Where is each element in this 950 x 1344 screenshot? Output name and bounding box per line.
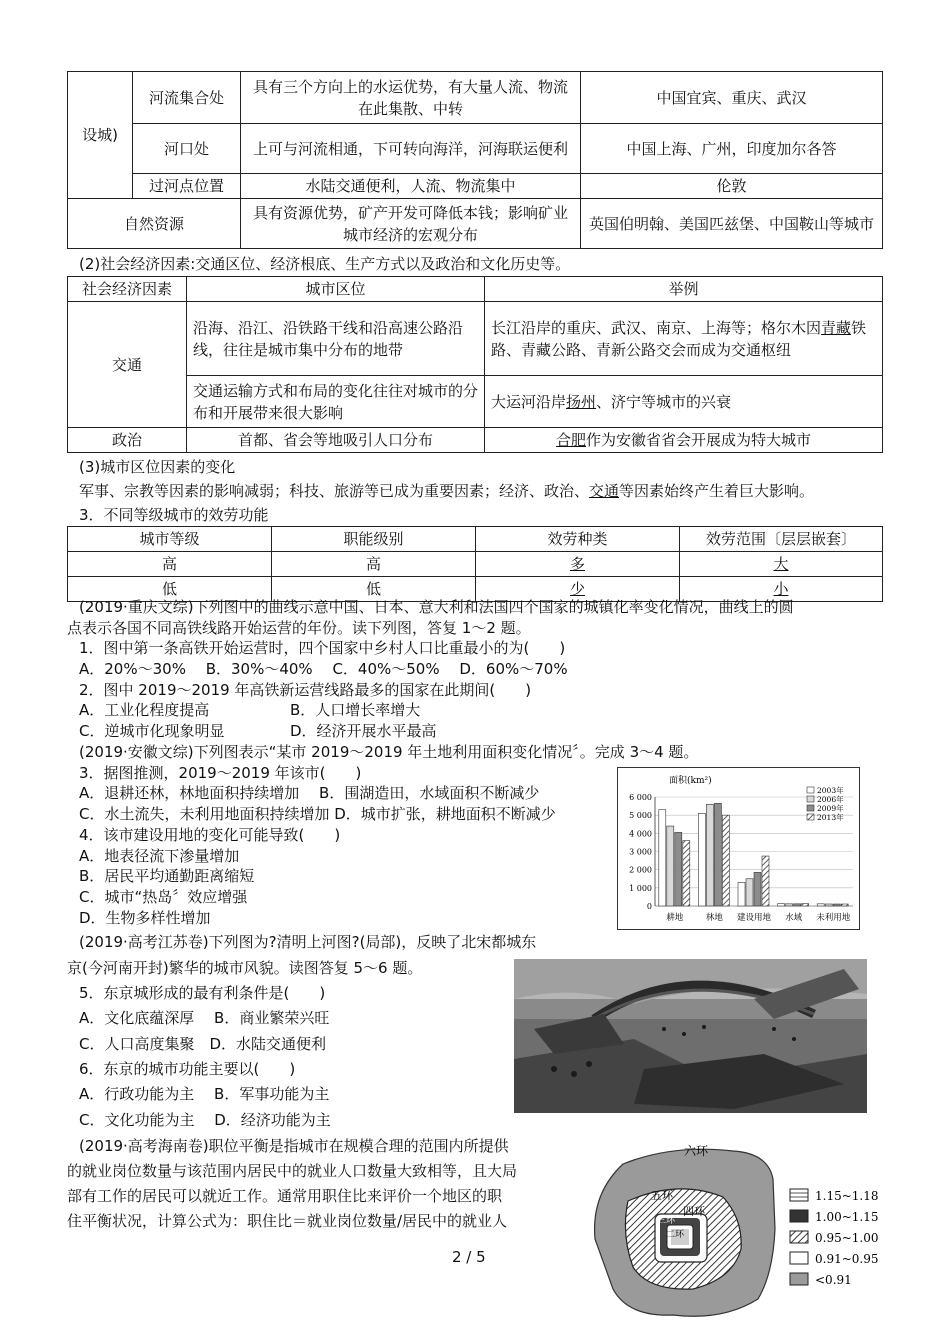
- chart-bar: [825, 904, 832, 906]
- chart-ytick-label: 0: [646, 902, 652, 911]
- table3-cell: 大: [680, 552, 883, 577]
- chart-ytick-label: 6 000: [629, 793, 652, 802]
- chart-ytick-label: 5 000: [629, 811, 652, 821]
- map-label-second-ring: 二环: [666, 1230, 685, 1240]
- question-5: 5．东京城形成的最有利条件是( ): [79, 984, 326, 1002]
- chart-ytick-label: 2 000: [629, 865, 652, 875]
- chart-ytick-label: 1 000: [629, 883, 652, 893]
- table1-category: 设城): [68, 72, 133, 199]
- chart-bar: [667, 826, 674, 906]
- question-2: 2．图中 2019～2019 年高铁新运营线路最多的国家在此期间( ): [79, 681, 532, 699]
- chart-bar: [698, 813, 705, 906]
- table2-politics-label: 政治: [68, 428, 187, 453]
- chart-ytick-label: 3 000: [629, 847, 652, 857]
- chart-bar: [754, 872, 761, 906]
- question-1: 1．图中第一条高铁开始运营时，四个国家中乡村人口比重最小的为( ): [79, 639, 566, 657]
- question-intro-1b: 点表示各国不同高铁线路开始运营的年份。读下列图，答复 1～2 题。: [67, 619, 531, 637]
- question-6: 6．东京的城市功能主要以( ): [79, 1060, 296, 1078]
- chart-ylabel: 面积(km²): [669, 776, 712, 786]
- question-intro-4b: 的就业岗位数量与该范围内居民中的就业人口数量大致相等，且大局: [67, 1162, 518, 1180]
- table3-cell: 低: [68, 577, 272, 602]
- chart-legend-label: 2003年: [817, 786, 844, 795]
- table1-desc: 具有资源优势，矿产开发可降低本钱；影响矿业城市经济的宏观分布: [241, 199, 581, 249]
- chart-bar: [778, 904, 785, 906]
- legend-swatch: [790, 1273, 808, 1285]
- table3-cell: 高: [68, 552, 272, 577]
- question-2-option: B．人口增长率增大: [290, 701, 421, 719]
- table1-desc: 水陆交通便利，人流、物流集中: [241, 174, 581, 199]
- question-intro-1: (2019·重庆文综)下列图中的曲线示意中国、日本、意大利和法国四个国家的城镇化率变化情况，曲线上的圆: [79, 598, 794, 616]
- question-intro-3b: 京(今河南开封)繁华的城市风貌。读图答复 5～6 题。: [67, 959, 423, 977]
- chart-legend-swatch: [807, 796, 814, 802]
- legend-swatch: [790, 1189, 808, 1201]
- table1-example: 中国上海、广州，印度加尔各答: [581, 124, 883, 174]
- table1-factor: 河口处: [133, 124, 241, 174]
- chart-bar: [833, 904, 840, 906]
- question-intro-4c: 部有工作的居民可以就近工作。通常用职住比来评价一个地区的职: [67, 1187, 503, 1205]
- legend-swatch: [790, 1231, 808, 1243]
- question-4-option: D．生物多样性增加: [79, 909, 211, 927]
- question-2-option: A．工业化程度提高: [79, 701, 210, 719]
- chart-bar: [762, 856, 769, 906]
- chart-category-label: 林地: [705, 913, 723, 923]
- map-legend: [790, 1189, 879, 1287]
- location-factors-table: [67, 71, 883, 249]
- city-level-table: [67, 526, 883, 602]
- chart-legend-label: 2009年: [817, 804, 844, 813]
- table3-header: 职能级别: [272, 527, 476, 552]
- question-4-option: B．居民平均通勤距离缩短: [79, 867, 255, 885]
- chart-legend-swatch: [807, 805, 814, 811]
- chart-legend-swatch: [807, 787, 814, 793]
- chart-bar: [786, 904, 793, 906]
- qingming-painting-image: [514, 959, 867, 1113]
- question-intro-2: (2019·安徽文综)下列图表示“某市 2019～2019 年土地利用面积变化情况〞。完成 3～4 题。: [79, 743, 699, 761]
- question-4-option: A．地表径流下渗量增加: [79, 847, 240, 865]
- question-3-options: C．水土流失，未利用地面积持续增加 D．城市扩张，耕地面积不断减少: [79, 805, 556, 823]
- chart-legend-swatch: [807, 814, 814, 820]
- table2-header: 社会经济因素: [68, 277, 187, 302]
- question-2-option: D．经济开展水平最高: [290, 722, 437, 740]
- legend-label: 1.00~1.15: [815, 1210, 879, 1224]
- table3-header: 城市等级: [68, 527, 272, 552]
- table3-cell: 多: [476, 552, 680, 577]
- table2-example: 长江沿岸的重庆、武汉、南京、上海等；格尔木因青藏铁路、青藏公路、青新公路交会而成为交通枢纽: [485, 302, 883, 376]
- chart-category-label: 未利用地: [816, 913, 851, 923]
- question-2-option: C．逆城市化现象明显: [79, 722, 225, 740]
- chart-legend-label: 2013年: [817, 813, 844, 822]
- table2-location: 沿海、沿江、沿铁路干线和沿高速公路沿线，往往是城市集中分布的地带: [187, 302, 485, 376]
- question-6-options: A．行政功能为主 B．军事功能为主: [79, 1085, 330, 1103]
- chart-legend-label: 2006年: [817, 795, 844, 804]
- table2-politics-location: 首都、省会等地吸引人口分布: [187, 428, 485, 453]
- chart-bar: [706, 804, 713, 906]
- table1-example: 中国宜宾、重庆、武汉: [581, 72, 883, 124]
- chart-bar: [659, 810, 666, 906]
- chart-bar: [802, 904, 809, 906]
- beijing-ring-map: [583, 1139, 883, 1321]
- section3-title: (3)城市区位因素的变化: [79, 458, 236, 476]
- map-label-third-ring: 三环: [657, 1216, 676, 1226]
- legend-swatch: [790, 1252, 808, 1264]
- chart-category-label: 水域: [785, 913, 803, 923]
- chart-bar: [841, 904, 848, 906]
- section2-title: (2)社会经济因素:交通区位、经济根底、生产方式以及政治和文化历史等。: [79, 255, 571, 273]
- map-label-fifth-ring: 五环: [651, 1189, 673, 1202]
- table3-cell: 少: [476, 577, 680, 602]
- land-use-bar-chart: [617, 767, 860, 930]
- question-intro-3: (2019·高考江苏卷)下列图为?清明上河图?(局部)，反映了北宋都城东: [79, 933, 537, 951]
- table1-factor: 过河点位置: [133, 174, 241, 199]
- page-number: 2 / 5: [452, 1248, 486, 1266]
- chart-bar: [714, 803, 721, 906]
- table3-header: 效劳范围〔层层嵌套〕: [680, 527, 883, 552]
- table1-factor: 河流集合处: [133, 72, 241, 124]
- table2-transport-label: 交通: [68, 302, 187, 428]
- table1-example: 英国伯明翰、美国匹兹堡、中国鞍山等城市: [581, 199, 883, 249]
- chart-category-label: 建设用地: [736, 913, 772, 923]
- legend-swatch: [790, 1210, 808, 1222]
- question-6-options: C．文化功能为主 D．经济功能为主: [79, 1111, 331, 1129]
- question-4-option: C．城市“热岛〞效应增强: [79, 888, 248, 906]
- legend-label: 0.95~1.00: [815, 1231, 879, 1245]
- map-label-sixth-ring: 六环: [684, 1144, 709, 1158]
- table3-cell: 低: [272, 577, 476, 602]
- table2-header: 举例: [485, 277, 883, 302]
- chart-bar: [817, 904, 824, 906]
- legend-label: 1.15~1.18: [815, 1189, 879, 1203]
- table3-header: 效劳种类: [476, 527, 680, 552]
- table3-cell: 小: [680, 577, 883, 602]
- chart-ytick-label: 4 000: [629, 829, 652, 839]
- question-1-options: A．20%～30% B．30%～40% C．40%～50% D．60%～70%: [79, 660, 568, 678]
- question-3-options: A．退耕还林，林地面积持续增加 B．围湖造田，水域面积不断减少: [79, 784, 540, 802]
- socioeconomic-table: [67, 276, 883, 453]
- chart-bar: [738, 882, 745, 906]
- question-4: 4．该市建设用地的变化可能导致( ): [79, 826, 341, 844]
- chart-bar: [722, 815, 729, 906]
- map-label-fourth-ring: 四环: [683, 1205, 705, 1218]
- chart-bar: [794, 904, 801, 906]
- table2-example: 大运河沿岸扬州、济宁等城市的兴衰: [485, 376, 883, 428]
- table2-politics-example: 合肥作为安徽省省会开展成为特大城市: [485, 428, 883, 453]
- table1-desc: 上可与河流相通，下可转向海洋，河海联运便利: [241, 124, 581, 174]
- table3-cell: 高: [272, 552, 476, 577]
- question-5-options: C．人口高度集聚 D．水陆交通便利: [79, 1035, 327, 1053]
- table2-header: 城市区位: [187, 277, 485, 302]
- chart-bar: [675, 832, 682, 906]
- legend-label: <0.91: [815, 1273, 852, 1287]
- table1-factor: 自然资源: [68, 199, 241, 249]
- section4-title: 3．不同等级城市的效劳功能: [79, 506, 269, 524]
- table2-location: 交通运输方式和布局的变化往往对城市的分布和开展带来很大影响: [187, 376, 485, 428]
- chart-category-label: 耕地: [666, 913, 684, 923]
- question-5-options: A．文化底蕴深厚 B．商业繁荣兴旺: [79, 1009, 330, 1027]
- chart-bar: [683, 841, 690, 906]
- section3-text: 军事、宗教等因素的影响减弱；科技、旅游等已成为重要因素；经济、政治、交通等因素始终产生着巨大影响。: [79, 482, 815, 500]
- table1-example: 伦敦: [581, 174, 883, 199]
- legend-label: 0.91~0.95: [815, 1252, 879, 1266]
- chart-bar: [746, 879, 753, 906]
- question-intro-4: (2019·高考海南卷)职位平衡是指城市在规模合理的范围内所提供: [79, 1137, 509, 1155]
- table1-desc: 具有三个方向上的水运优势，有大量人流、物流在此集散、中转: [241, 72, 581, 124]
- question-intro-4d: 住平衡状况，计算公式为：职住比＝就业岗位数量/居民中的就业人: [67, 1212, 508, 1230]
- question-3: 3．据图推测，2019～2019 年该市( ): [79, 764, 362, 782]
